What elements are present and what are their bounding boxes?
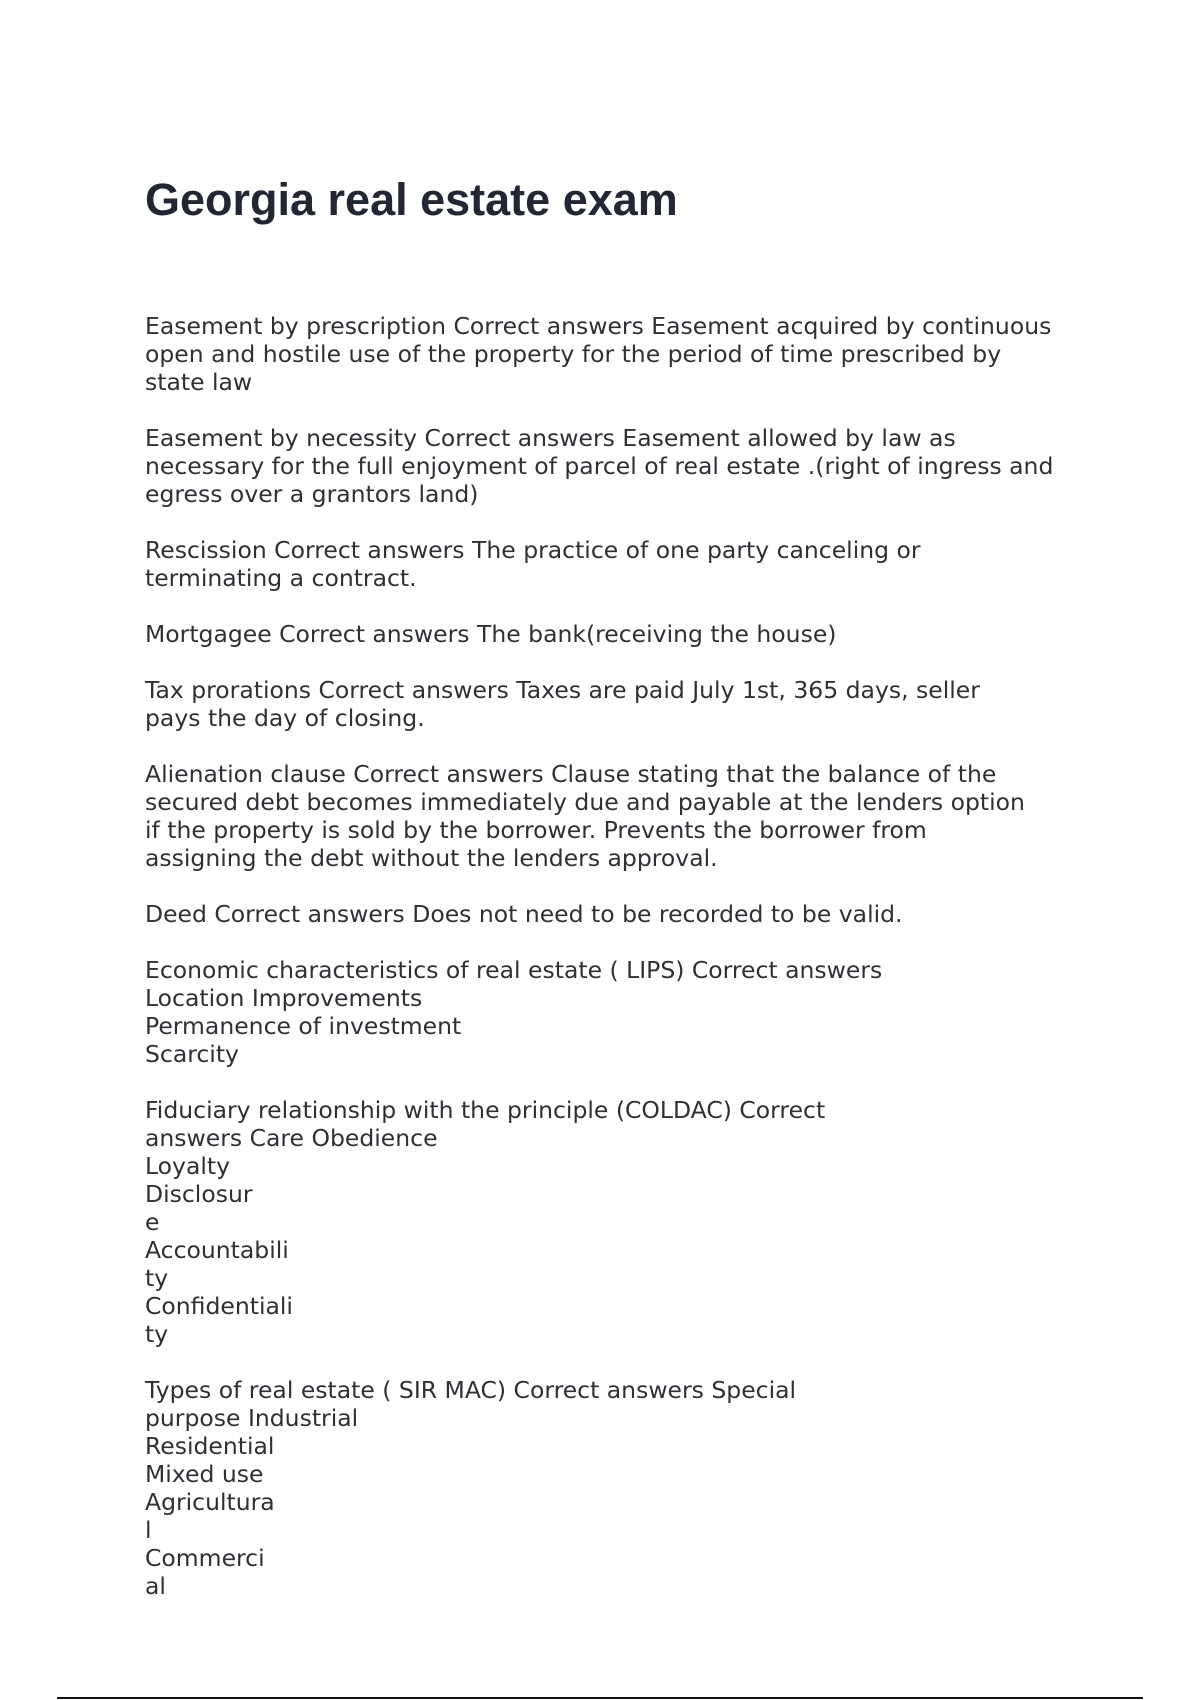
entry-text-line: egress over a grantors land): [145, 480, 479, 508]
entry-text-line: al: [145, 1572, 166, 1600]
flashcard-entry: [145, 760, 1085, 872]
entry-text-line: Alienation clause Correct answers Clause stating that the balance of the: [145, 760, 997, 788]
entry-text-line: Fiduciary relationship with the principle (COLDAC) Correct: [145, 1096, 826, 1124]
entry-text-line: Location Improvements: [145, 984, 423, 1012]
flashcard-entry: [145, 424, 1085, 508]
flashcard-entry: [145, 1376, 1085, 1600]
entry-text-line: answers Care Obedience: [145, 1124, 438, 1152]
entry-text-line: Deed Correct answers Does not need to be recorded to be valid.: [145, 900, 903, 928]
entry-text-line: Loyalty: [145, 1152, 231, 1180]
flashcard-list: [145, 312, 1085, 1628]
entry-text-line: Accountabili: [145, 1236, 289, 1264]
entry-text-line: Mixed use: [145, 1460, 264, 1488]
entry-text-line: l: [145, 1516, 152, 1544]
entry-text-line: secured debt becomes immediately due and payable at the lenders option: [145, 788, 1025, 816]
flashcard-entry: [145, 676, 1085, 732]
entry-text-line: Agricultura: [145, 1488, 275, 1516]
entry-text-line: purpose Industrial: [145, 1404, 359, 1432]
flashcard-entry: [145, 1096, 1085, 1348]
document-title: Georgia real estate exam: [145, 174, 678, 225]
entry-text-line: if the property is sold by the borrower. Prevents the borrower from: [145, 816, 927, 844]
flashcard-entry: [145, 956, 1085, 1068]
entry-text-line: Scarcity: [145, 1040, 239, 1068]
entry-text-line: Confidentiali: [145, 1292, 293, 1320]
flashcard-entry: [145, 620, 1085, 648]
flashcard-entry: [145, 900, 1085, 928]
entry-text-line: Residential: [145, 1432, 275, 1460]
entry-text-line: assigning the debt without the lenders approval.: [145, 844, 718, 872]
entry-text-line: Permanence of investment: [145, 1012, 462, 1040]
entry-text-line: Economic characteristics of real estate ( LIPS) Correct answers: [145, 956, 883, 984]
entry-text-line: ty: [145, 1320, 169, 1348]
entry-text-line: Tax prorations Correct answers Taxes are paid July 1st, 365 days, seller: [145, 676, 980, 704]
entry-text-line: Commerci: [145, 1544, 265, 1572]
entry-text-line: e: [145, 1208, 160, 1236]
entry-text-line: state law: [145, 368, 253, 396]
entry-text-line: Mortgagee Correct answers The bank(receiving the house): [145, 620, 837, 648]
entry-text-line: pays the day of closing.: [145, 704, 425, 732]
entry-text-line: Easement by necessity Correct answers Easement allowed by law as: [145, 424, 956, 452]
entry-text-line: Types of real estate ( SIR MAC) Correct answers Special: [145, 1376, 797, 1404]
entry-text-line: Easement by prescription Correct answers Easement acquired by continuous: [145, 312, 1052, 340]
entry-text-line: open and hostile use of the property for the period of time prescribed by: [145, 340, 1002, 368]
flashcard-entry: [145, 312, 1085, 396]
entry-text-line: ty: [145, 1264, 169, 1292]
entry-text-line: terminating a contract.: [145, 564, 417, 592]
entry-text-line: necessary for the full enjoyment of parcel of real estate .(right of ingress and: [145, 452, 1054, 480]
entry-text-line: Disclosur: [145, 1180, 253, 1208]
footer-divider: [57, 1697, 1143, 1699]
entry-text-line: Rescission Correct answers The practice of one party canceling or: [145, 536, 921, 564]
flashcard-entry: [145, 536, 1085, 592]
